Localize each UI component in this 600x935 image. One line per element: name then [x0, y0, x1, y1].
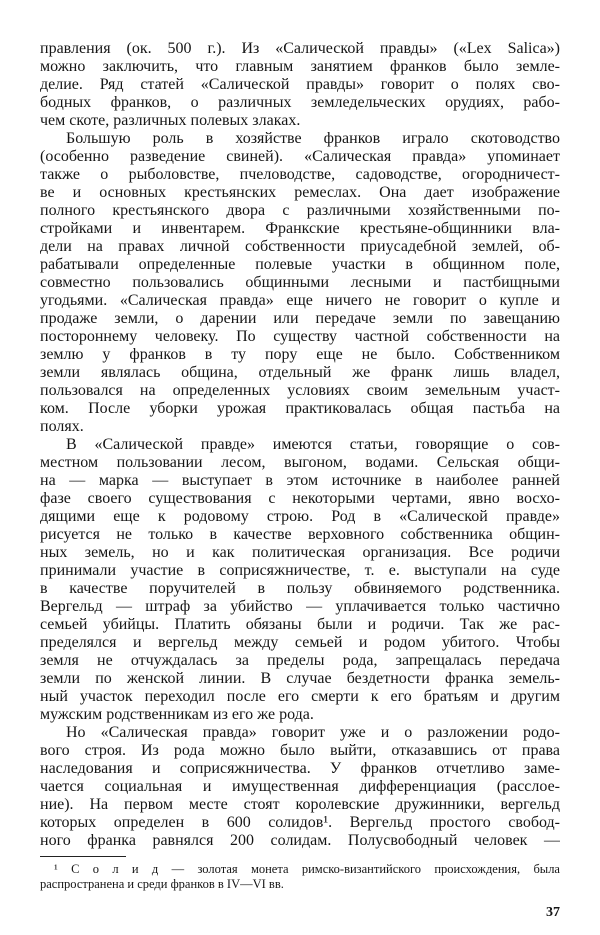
text-line: которых определен в 600 солидов¹. Вергельд простого свобод- [40, 814, 560, 831]
text-line: земля не отчуждалась за пределы рода, запрещалась передача [40, 652, 560, 669]
text-line: на — марка — выступает в этом источнике в наиболее ранней [40, 472, 560, 489]
text-line: постороннему человеку. По существу частной собственности на [40, 328, 560, 345]
text-line: Вергельд — штраф за убийство — уплачивается только частично [40, 598, 560, 615]
text-line: дели на правах личной собственности приусадебной землей, об- [40, 238, 560, 255]
text-line: землю у франков в ту пору еще не было. Собственником [40, 346, 560, 363]
text-line: фазе своего существования с некоторыми чертами, явно восхо- [40, 490, 560, 507]
footnote-divider [40, 856, 126, 857]
text-line: продаже земли, о дарении или передаче земли по завещанию [40, 310, 560, 327]
text-line: полях. [40, 418, 84, 435]
text-line: рабатывали определенные полевые участки в общинном поле, [40, 256, 560, 273]
text-line: пределялся и вергельд между семьей и родом убитого. Чтобы [40, 634, 560, 651]
text-line: ных земель, но и как политическая организация. Все родичи [40, 544, 560, 561]
text-line: земли являлась община, отдельный же франк лишь владел, [40, 364, 560, 381]
text-line: совместно пользовались общинными лесными и пастбищными [40, 274, 560, 291]
text-line: наследования и соприсяжничества. У франков отчетливо заме- [40, 760, 560, 777]
text-line: мужским родственникам из его же рода. [40, 706, 314, 723]
footnote-line: распространена и среди франков в IV—VI вв. [40, 877, 284, 891]
text-line: чается социальная и имущественная дифференциация (расслое- [40, 778, 560, 795]
text-line: в качестве поручителей в пользу обвиняемого родственника. [40, 580, 560, 597]
text-line: местном пользовании лесом, выгоном, водами. Сельская общи- [40, 454, 560, 471]
paragraph-start: Большую роль в хозяйстве франков играло скотоводство [66, 130, 560, 147]
text-line: полного крестьянского двора с различными хозяйственными по- [40, 202, 560, 219]
text-line: бодных франков, о различных земледельческих орудиях, рабо- [40, 94, 560, 111]
text-line: пользовался на определенных условиях своим земельным участ- [40, 382, 560, 399]
page-number: 37 [546, 905, 560, 920]
paragraph-start: Но «Салическая правда» говорит уже и о разложении родо- [66, 724, 560, 741]
footnote-line: ¹ С о л и д — золотая монета римско-византийского происхождения, была [54, 862, 560, 876]
text-line: угодьями. «Салическая правда» еще ничего не говорит о купле и [40, 292, 560, 309]
paragraph-start: В «Салической правде» имеются статьи, говорящие о сов- [66, 436, 560, 453]
text-line: чем скоте, различных полевых злаках. [40, 112, 301, 129]
text-line: дящими еще к родовому строю. Род в «Салической правде» [40, 508, 560, 525]
text-line: рисуется не только в качестве верховного собственника общин- [40, 526, 560, 543]
text-line: семьей убийцы. Платить обязаны были и родичи. Так же рас- [40, 616, 560, 633]
text-line: стройками и инвентарем. Франкские крестьяне-общинники вла- [40, 220, 560, 237]
text-line: можно заключить, что главным занятием франков было земле- [40, 58, 560, 75]
text-line: ние). На первом месте стоят королевские дружинники, вергельд [40, 796, 560, 813]
text-line: также о рыболовстве, пчеловодстве, садоводстве, огородничест- [40, 166, 560, 183]
text-line: (особенно разведение свиней). «Салическая правда» упоминает [40, 148, 560, 165]
text-line: вого строя. Из рода можно было выйти, отказавшись от права [40, 742, 560, 759]
text-line: ный участок переходил после его смерти к его братьям и другим [40, 688, 560, 705]
text-line: ком. После уборки урожая практиковалась общая пастьба на [40, 400, 560, 417]
text-line: делие. Ряд статей «Салической правды» говорит о полях сво- [40, 76, 560, 93]
text-line: ного франка равнялся 200 солидам. Полусвободный человек — [40, 832, 560, 849]
text-line: принимали участие в соприсяжничестве, т. е. выступали на суде [40, 562, 560, 579]
text-line: правления (ок. 500 г.). Из «Салической правды» («Lex Salica») [40, 40, 560, 57]
text-line: земли по женской линии. В случае бездетности франка земель- [40, 670, 560, 687]
text-line: ве и основных крестьянских ремеслах. Она дает изображение [40, 184, 560, 201]
